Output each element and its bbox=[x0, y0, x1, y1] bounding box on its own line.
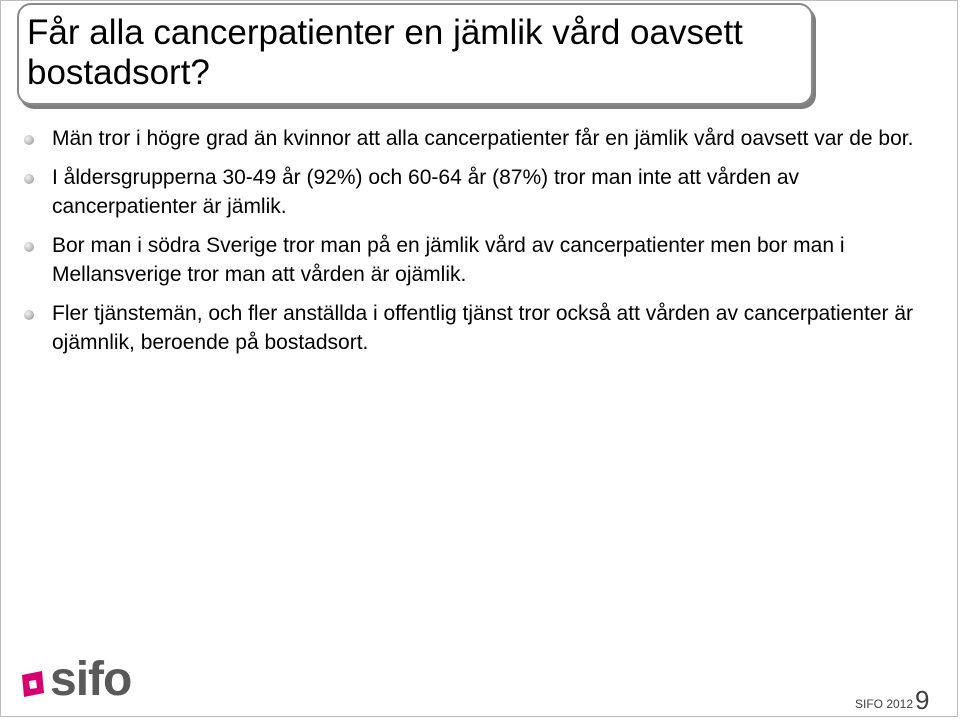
bullet-list bbox=[20, 124, 940, 367]
bullet-text: Fler tjänstemän, och fler anställda i offentlig tjänst tror också att vården av cancerpatienter är ojämnlik, beroende på bostadsort. bbox=[52, 302, 914, 354]
bullet-text: Bor man i södra Sverige tror man på en jämlik vård av cancerpatienter men bor man i Mellansverige tror man att vården är ojämlik. bbox=[52, 234, 845, 286]
bullet-text: I åldersgrupperna 30-49 år (92%) och 60-64 år (87%) tror man inte att vården av cancerpatienter är jämlik. bbox=[52, 166, 800, 218]
bullet-dot-icon bbox=[24, 310, 34, 320]
title-box bbox=[17, 3, 813, 105]
bullet-item bbox=[20, 163, 940, 221]
bullet-dot-icon bbox=[24, 135, 34, 145]
bullet-item bbox=[20, 299, 940, 357]
logo-text: sifo bbox=[50, 653, 132, 706]
bullet-item bbox=[20, 124, 940, 153]
bullet-text: Män tror i högre grad än kvinnor att alla cancerpatienter får en jämlik vård oavsett var de bor. bbox=[52, 127, 914, 150]
page-number: 9 bbox=[915, 685, 930, 715]
bullet-dot-icon bbox=[24, 242, 34, 252]
slide-title: Får alla cancerpatienter en jämlik vård oavsett bostadsort? bbox=[27, 13, 743, 92]
sifo-logo-mark-icon bbox=[18, 669, 46, 699]
sifo-logo bbox=[18, 653, 132, 706]
bullet-item bbox=[20, 231, 940, 289]
footer-source: SIFO 2012 bbox=[855, 697, 914, 711]
bullet-dot-icon bbox=[24, 174, 34, 184]
